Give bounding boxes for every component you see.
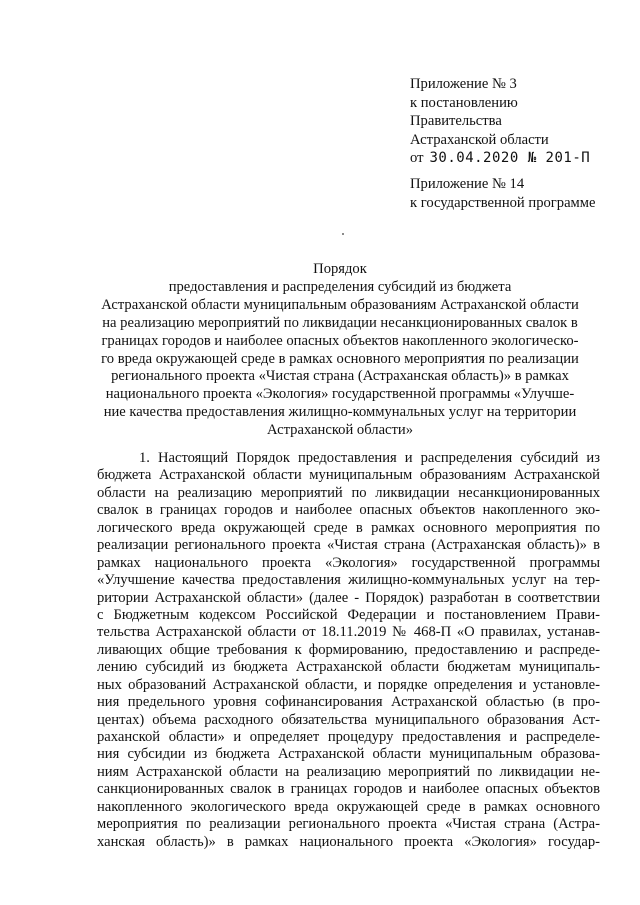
body-line: ния предельного уровня софинансирования Астраханской областью (в про-: [97, 694, 600, 711]
body-line: 1. Настоящий Порядок предоставления и распределения субсидий из: [139, 450, 600, 466]
body-line: бюджета Астраханской области муниципальным образованиям Астраханской: [97, 467, 600, 484]
title-line: Астраханской области»: [266, 422, 414, 439]
body-line: ния субсидии из бюджета Астраханской области муниципальным образова-: [97, 746, 600, 763]
appendix-14-title: Приложение № 14: [410, 176, 525, 192]
body-line: санкционированных свалок в границах городов и наиболее опасных объектов: [97, 781, 600, 798]
body-line: раханской области» и определяет процедуру предоставления и распределе-: [97, 729, 600, 745]
scan-speck: [342, 233, 344, 235]
appendix-3-line-4: Астраханской области: [410, 131, 549, 148]
appendix-3-title: Приложение № 3: [410, 76, 517, 92]
body-line: ливающих общие требования к формированию, предоставлению и распреде-: [97, 641, 600, 658]
body-line: ниям Астраханской области на реализацию мероприятий по ликвидации не-: [97, 763, 600, 780]
title-line: на реализацию мероприятий по ликвидации несанкционированных свалок в: [102, 314, 578, 331]
body-line: логического вреда окружающей среде в рамках основного мероприятия по: [97, 519, 600, 536]
appendix-3-line-3: Правительства: [410, 113, 502, 130]
appendix-3-line-2: к постановлению: [410, 94, 518, 111]
body-line: ритории Астраханской области» (далее - Порядок) разработан в соответствии: [97, 589, 600, 606]
document-title: [60, 261, 620, 440]
body-line: области на реализацию мероприятий по ликвидации несанкционированных: [97, 484, 600, 501]
title-line: ние качества предоставления жилищно-коммунальных услуг на территории: [103, 404, 577, 421]
title-line: го вреда окружающей среде в рамках основного мероприятия по реализации: [101, 350, 579, 367]
handwritten-date-number: 30.04.2020 № 201-П: [429, 150, 591, 167]
body-line: ных образований Астраханской области, и порядке определения и установле-: [97, 676, 600, 693]
body-line: тельства Астраханской области от 18.11.2019 № 468-П «О правилах, устанав-: [97, 624, 600, 641]
body-line: «Улучшение качества предоставления жилищно-коммунальных услуг на тер-: [97, 572, 600, 589]
body-line: рамках национального проекта «Экология» государственной программы: [97, 554, 600, 571]
title-line: Астраханской области муниципальным образованиям Астраханской области: [101, 296, 579, 313]
appendix-3-date-line: [410, 149, 590, 168]
appendix-14-block: [410, 175, 596, 212]
title-line: предоставления и распределения субсидий из бюджета: [168, 278, 512, 295]
title-line: национального проекта «Экология» государственной программы «Улучше-: [105, 386, 575, 403]
body-line: накопленного экологического вреда окружающей среде в рамках основного: [97, 798, 600, 815]
body-paragraph: [97, 450, 600, 851]
body-line: центах) объема расходного обязательства муниципального образования Аст-: [97, 711, 600, 728]
title-heading: Порядок: [313, 261, 367, 277]
body-line: с Бюджетным кодексом Российской Федерации и постановлением Прави-: [97, 606, 600, 623]
appendix-14-line-2: к государственной программе: [410, 194, 596, 211]
body-line: реализации регионального проекта «Чистая страна (Астраханская область)» в: [97, 537, 600, 554]
title-line: регионального проекта «Чистая страна (Астраханская область)» в рамках: [111, 368, 569, 385]
appendix-3-block: [410, 75, 590, 168]
body-line: лению субсидий из бюджета Астраханской области бюджетам муниципаль-: [97, 659, 600, 676]
body-line: свалок в границах городов и наиболее опасных объектов накопленного эко-: [97, 502, 600, 519]
title-line: границах городов и наиболее опасных объектов накопленного экологическо-: [101, 332, 579, 349]
body-line: ханская область)» в рамках национального проекта «Экология» государ-: [97, 833, 600, 850]
date-prefix: от: [410, 150, 424, 167]
body-line: мероприятия по реализации регионального проекта «Чистая страна (Астра-: [97, 816, 600, 833]
